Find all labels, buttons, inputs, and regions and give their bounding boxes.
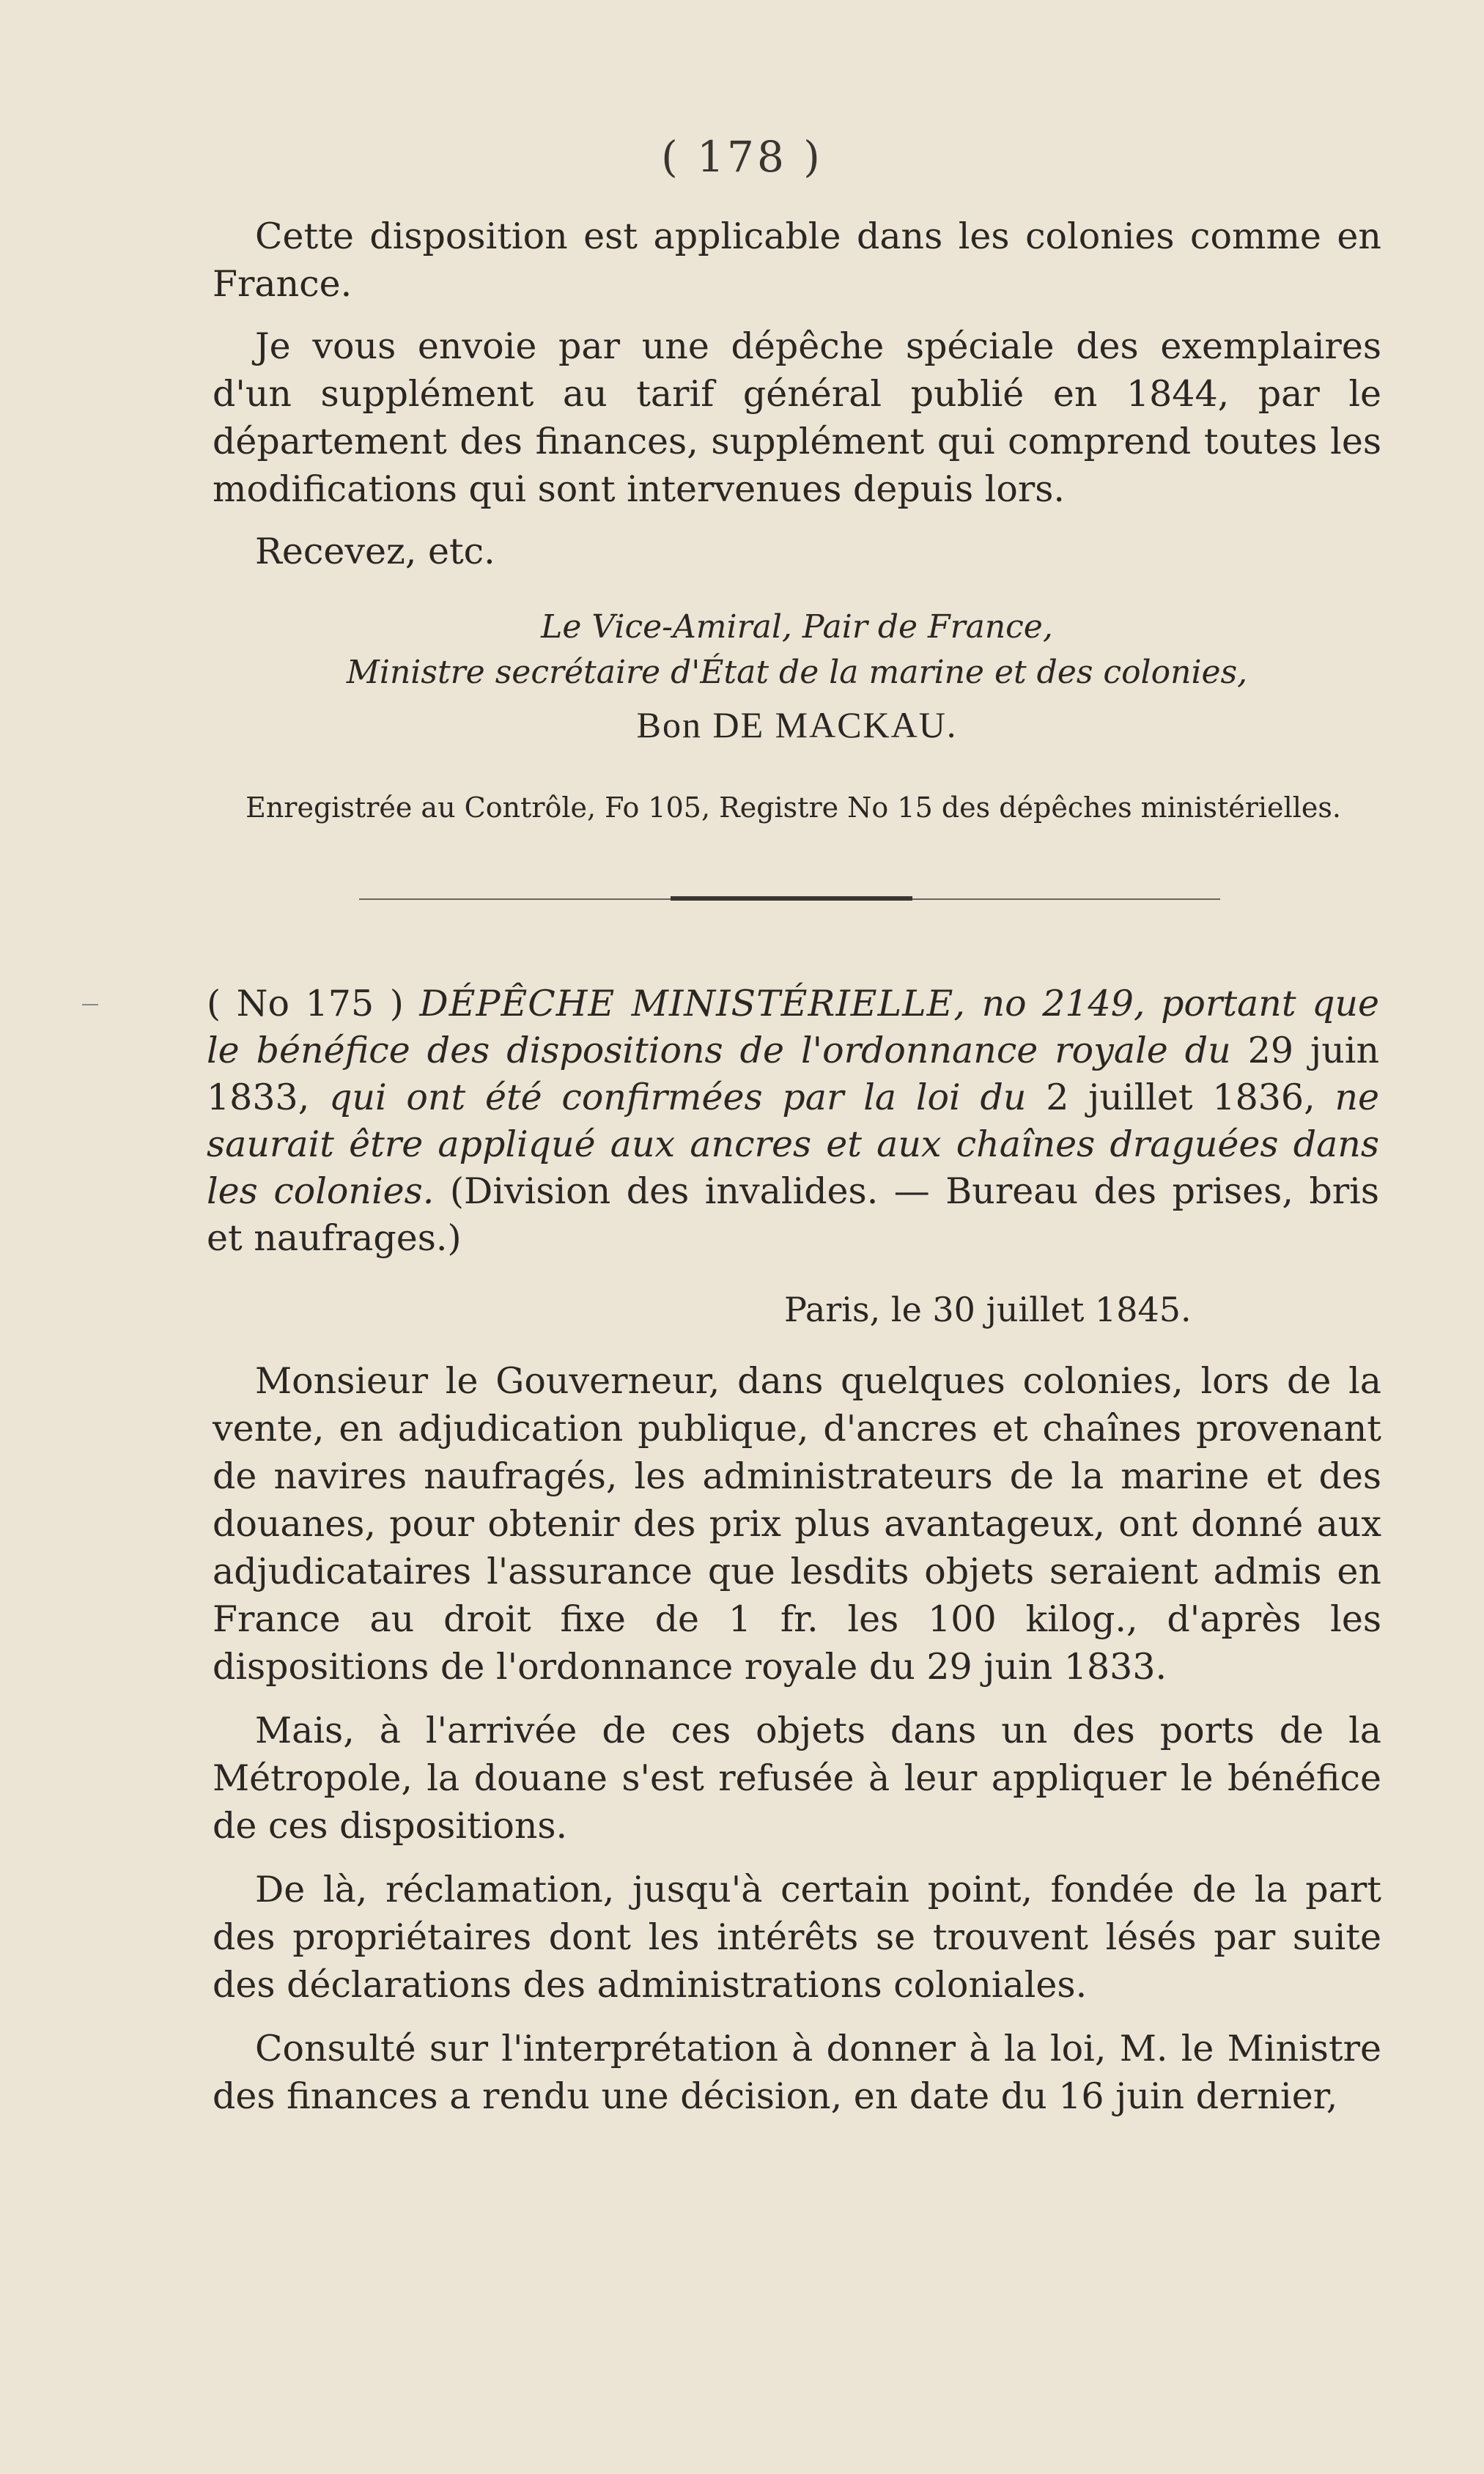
- top-text: [213, 213, 1381, 575]
- paragraph: Mais, à l'arrivée de ces objets dans un des ports de la Métropole, la douane s'est refusée à leur appliquer le bénéfice de ces dispositions.: [213, 1710, 1381, 1847]
- dispatch-desc: portant que le bénéfice des dispositions de l'ordonnance royale du: [207, 983, 1379, 1071]
- registration-note: Enregistrée au Contrôle, Fo 105, Registre No 15 des dépêches ministérielles.: [246, 791, 1341, 824]
- signature-name: Bon DE MACKAU.: [636, 704, 958, 745]
- paragraph: Cette disposition est applicable dans les colonies comme en France.: [213, 215, 1381, 305]
- dispatch-division: (Division des invalides. — Bureau des prises, bris et naufrages.): [207, 1170, 1379, 1259]
- paragraph: Je vous envoie par une dépêche spéciale des exemplaires d'un supplément au tarif général publié en 1844, par le département des finances, supplément qui comprend toutes les modifications qui sont intervenues depuis lors.: [213, 325, 1381, 510]
- date-line: Paris, le 30 juillet 1845.: [784, 1290, 1192, 1329]
- margin-mark: [82, 1004, 98, 1005]
- body-text: [213, 1357, 1381, 2120]
- paragraph: Recevez, etc.: [255, 531, 495, 572]
- dispatch-number: ( No 175 ): [207, 983, 404, 1024]
- dispatch-desc: ne saurait être appliqué aux ancres et aux chaînes draguées dans les colonies.: [207, 1077, 1380, 1212]
- dispatch-title: DÉPÊCHE MINISTÉRIELLE,: [419, 983, 966, 1024]
- section-divider-ornament: [671, 896, 912, 901]
- signature-title: Le Vice-Amiral, Pair de France,: [541, 608, 1053, 646]
- signature-office: Ministre secrétaire d'État de la marine et des colonies,: [346, 654, 1248, 691]
- paragraph: Consulté sur l'interprétation à donner à la loi, M. le Ministre des finances a rendu une décision, en date du 16 juin dernier,: [213, 2028, 1381, 2117]
- paragraph: Monsieur le Gouverneur, dans quelques colonies, lors de la vente, en adjudication publique, d'ancres et chaînes provenant de navires naufragés, les administrateurs de la marine et des douanes, pour obtenir des prix plus avantageux, ont donné aux adjudicataires l'assurance que lesdits objets seraient admis en France au droit fixe de 1 fr. les 100 kilog., d'après les dispositions de l'ordonnance royale du 29 juin 1833.: [213, 1360, 1381, 1688]
- dispatch-date: 2 juillet 1836,: [1046, 1077, 1315, 1118]
- paragraph: De là, réclamation, jusqu'à certain point, fondée de la part des propriétaires dont les intérêts se trouvent lésés par suite des déclarations des administrations coloniales.: [213, 1869, 1381, 2006]
- dispatch-date: 29 juin 1833,: [207, 1030, 1379, 1118]
- dispatch-ref: no 2149,: [981, 983, 1145, 1024]
- dispatch-desc: qui ont été confirmées par la loi du: [329, 1077, 1027, 1118]
- dispatch-heading: [207, 981, 1379, 1262]
- page-number: ( 178 ): [661, 132, 823, 182]
